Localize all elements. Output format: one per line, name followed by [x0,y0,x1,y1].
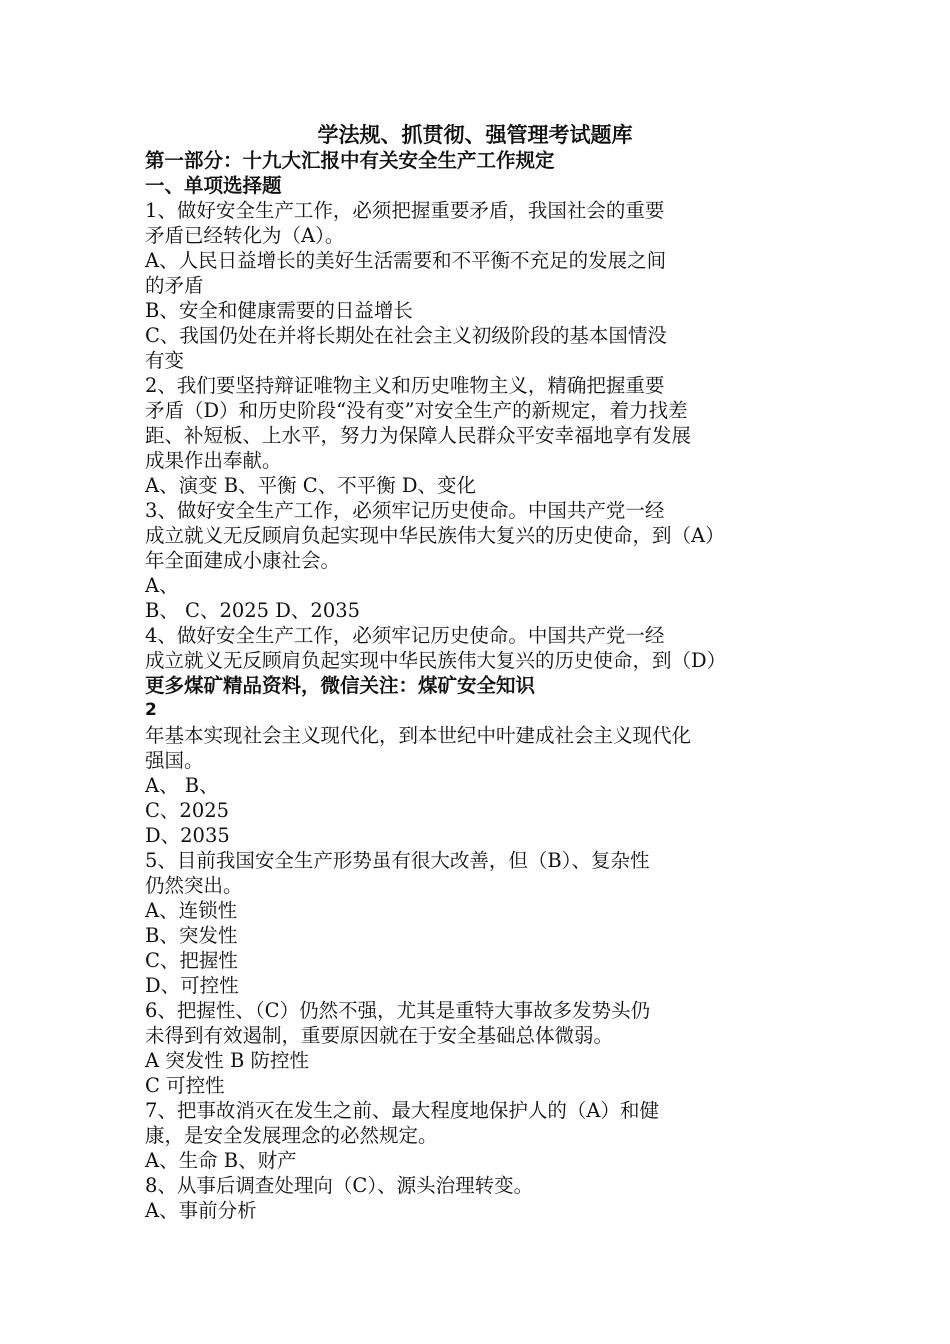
option-line: A、演变 B、平衡 C、不平衡 D、变化 [145,474,477,497]
promo-line: 更多煤矿精品资料，微信关注：煤矿安全知识 [145,674,536,697]
question-line: 仍然突出。 [145,874,243,897]
option-line: A、事前分析 [145,1199,257,1222]
option-line: A、人民日益增长的美好生活需要和不平衡不充足的发展之间 [145,249,667,272]
section-heading: 第一部分：十九大汇报中有关安全生产工作规定 [145,149,555,172]
subsection-heading: 一、单项选择题 [145,174,282,197]
page-number: 2 [145,700,157,720]
option-line: A、 [145,574,179,597]
question-line: 1、做好安全生产工作，必须把握重要矛盾，我国社会的重要 [145,199,665,222]
option-line: 有变 [145,349,185,372]
question-line: 强国。 [145,749,204,772]
question-line: 未得到有效遏制，重要原因就在于安全基础总体微弱。 [145,1024,614,1047]
option-line: B、安全和健康需要的日益增长 [145,299,413,322]
option-line: B、 C、2025 D、2035 [145,599,361,622]
option-line: 的矛盾 [145,274,204,297]
option-line: A、 B、 [145,774,219,797]
question-line: 2、我们要坚持辩证唯物主义和历史唯物主义，精确把握重要 [145,374,665,397]
option-line: C 可控性 [145,1074,225,1097]
option-line: C、2025 [145,799,230,822]
option-line: C、我国仍处在并将长期处在社会主义初级阶段的基本国情没 [145,324,667,347]
question-line: 康，是安全发展理念的必然规定。 [145,1124,438,1147]
option-line: A、生命 B、财产 [145,1149,297,1172]
option-line: A 突发性 B 防控性 [145,1049,310,1072]
question-line: 4、做好安全生产工作，必须牢记历史使命。中国共产党一经 [145,624,665,647]
option-line: A、连锁性 [145,899,238,922]
document-title: 学法规、抓贯彻、强管理考试题库 [317,122,633,147]
question-line: 年基本实现社会主义现代化，到本世纪中叶建成社会主义现代化 [145,724,692,747]
document-body [145,148,935,1223]
question-line: 3、做好安全生产工作，必须牢记历史使命。中国共产党一经 [145,499,665,522]
question-line: 成立就义无反顾肩负起实现中华民族伟大复兴的历史使命，到（D） [145,649,727,672]
option-line: C、把握性 [145,949,238,972]
question-line: 8、从事后调查处理向（C）、源头治理转变。 [145,1174,534,1197]
question-line: 7、把事故消灭在发生之前、最大程度地保护人的（A）和健 [145,1099,659,1122]
option-line: B、突发性 [145,924,238,947]
question-line: 距、补短板、上水平，努力为保障人民群众平安幸福地享有发展 [145,424,692,447]
question-line: 成立就义无反顾肩负起实现中华民族伟大复兴的历史使命，到（A） [145,524,725,547]
question-line: 矛盾（D）和历史阶段“没有变”对安全生产的新规定，着力找差 [145,399,688,422]
question-line: 成果作出奉献。 [145,449,282,472]
option-line: D、可控性 [145,974,239,997]
question-line: 6、把握性、（C）仍然不强，尤其是重特大事故多发势头仍 [145,999,651,1022]
question-line: 年全面建成小康社会。 [145,549,341,572]
option-line: D、2035 [145,824,230,847]
question-line: 5、目前我国安全生产形势虽有很大改善，但（B）、复杂性 [145,849,650,872]
question-line: 矛盾已经转化为（A）。 [145,224,345,247]
